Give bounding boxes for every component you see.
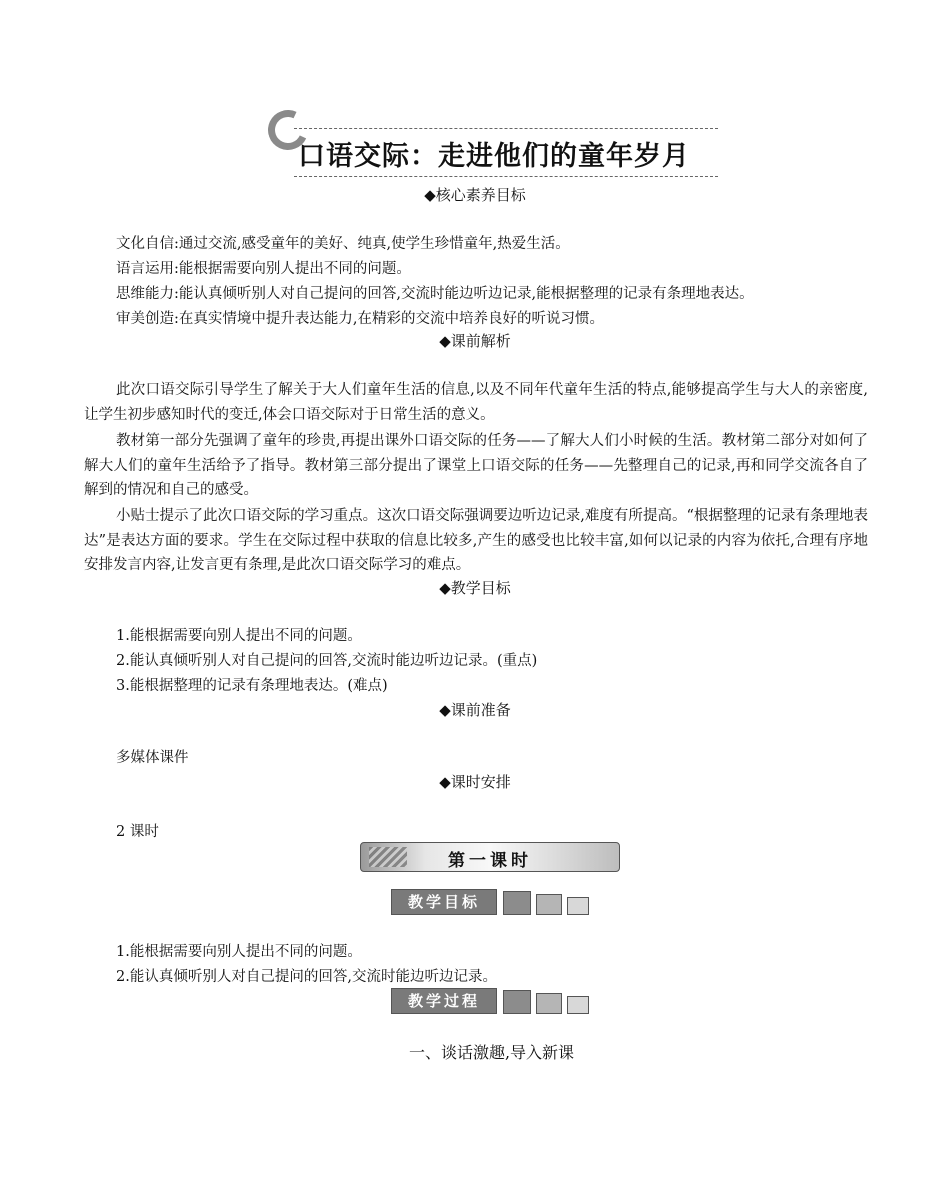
section-heading-schedule: ◆课时安排	[439, 773, 511, 791]
lesson-banner-label: 第一课时	[448, 851, 532, 871]
step-heading: 一、谈话激趣,导入新课	[408, 1043, 575, 1062]
lesson-goal-item: 1.能根据需要向别人提出不同的问题。	[116, 944, 362, 960]
prep-text: 多媒体课件	[116, 750, 189, 766]
divider	[294, 176, 718, 177]
tag-square-decoration	[536, 993, 562, 1014]
tag-square-decoration	[536, 894, 562, 915]
lesson-banner	[360, 842, 620, 872]
lesson-goal-item: 2.能认真倾听别人对自己提问的回答,交流时能边听边记录。	[116, 969, 497, 985]
goal-item: 2.能认真倾听别人对自己提问的回答,交流时能边听边记录。(重点)	[116, 653, 538, 669]
core-item: 文化自信:通过交流,感受童年的美好、纯真,使学生珍惜童年,热爱生活。	[116, 236, 570, 252]
section-heading-core: ◆核心素养目标	[424, 186, 526, 204]
section-heading-prep: ◆课前准备	[439, 701, 511, 719]
goal-item: 1.能根据需要向别人提出不同的问题。	[116, 628, 362, 644]
divider	[294, 128, 718, 129]
section-heading-analysis: ◆课前解析	[439, 332, 511, 350]
analysis-paragraph: 教材第一部分先强调了童年的珍贵,再提出课外口语交际的任务——了解大人们小时候的生活。教材第二部分对如何了解大人们的童年生活给予了指导。教材第三部分提出了课堂上口语交际的任务——先整理自己的记录,再和同学交流各自了解到的情况和自己的感受。	[84, 433, 868, 498]
core-item: 审美创造:在真实情境中提升表达能力,在精彩的交流中培养良好的听说习惯。	[116, 311, 604, 327]
tag-label: 教学目标	[391, 889, 497, 915]
page-title: 口语交际：走进他们的童年岁月	[298, 141, 690, 172]
tag-square-decoration	[567, 897, 589, 915]
tag-label: 教学过程	[391, 988, 497, 1014]
analysis-paragraph: 小贴士提示了此次口语交际的学习重点。这次口语交际强调要边听边记录,难度有所提高。“根据整理的记录有条理地表达”是表达方面的要求。学生在交际过程中获取的信息比较多,产生的感受也比较丰富,如何以记录的内容为依托,合理有序地安排发言内容,让发言更有条理,是此次口语交际学习的难点。	[84, 508, 868, 573]
goal-item: 3.能根据整理的记录有条理地表达。(难点)	[116, 678, 388, 694]
tag-square-decoration	[567, 996, 589, 1014]
core-item: 思维能力:能认真倾听别人对自己提问的回答,交流时能边听边记录,能根据整理的记录有条理地表达。	[116, 286, 754, 302]
analysis-paragraph: 此次口语交际引导学生了解关于大人们童年生活的信息,以及不同年代童年生活的特点,能够提高学生与大人的亲密度,让学生初步感知时代的变迁,体会口语交际对于日常生活的意义。	[84, 382, 868, 423]
tag-square-decoration	[503, 990, 531, 1014]
core-item: 语言运用:能根据需要向别人提出不同的问题。	[116, 261, 411, 277]
tag-square-decoration	[503, 891, 531, 915]
section-heading-goals: ◆教学目标	[439, 579, 511, 597]
schedule-text: 2 课时	[116, 824, 159, 840]
title-banner	[268, 108, 718, 182]
